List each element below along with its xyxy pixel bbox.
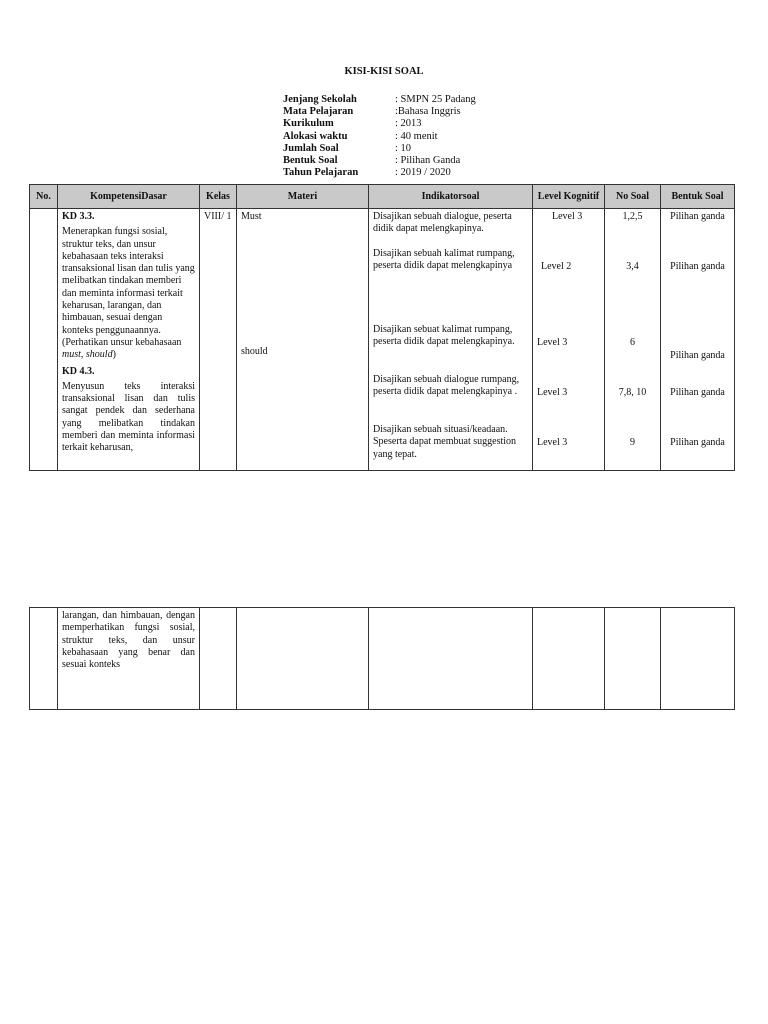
meta-value: :Bahasa Inggris bbox=[395, 106, 461, 118]
kd-heading: KD 3.3. bbox=[62, 211, 95, 222]
cell-indikator bbox=[369, 608, 533, 710]
meta-row bbox=[283, 167, 476, 179]
header-no: No. bbox=[30, 185, 58, 209]
kisi-table-page2 bbox=[29, 607, 735, 710]
level-item: Level 3 bbox=[537, 337, 568, 348]
kd-italic: should bbox=[85, 349, 113, 361]
indikator-item: Disajikan sebuah kalimat rumpang, peserta didik dapat melengkapinya bbox=[373, 248, 515, 272]
nosoal-item: 9 bbox=[630, 437, 635, 448]
nosoal-item: 1,2,5 bbox=[622, 211, 643, 222]
cell-materi bbox=[237, 608, 369, 710]
meta-row bbox=[283, 106, 476, 118]
meta-value: : Pilihan Ganda bbox=[395, 155, 461, 167]
cell-bentuk-soal bbox=[661, 608, 735, 710]
meta-row bbox=[283, 94, 476, 106]
bentuk-item: Pilihan ganda bbox=[670, 261, 725, 272]
meta-label: Jumlah Soal bbox=[283, 142, 339, 154]
meta-label: Tahun Pelajaran bbox=[283, 167, 359, 179]
meta-value: : 40 menit bbox=[395, 130, 438, 142]
meta-label: Mata Pelajaran bbox=[283, 106, 354, 118]
kd-text: ) bbox=[112, 349, 116, 361]
meta-label: Kurikulum bbox=[283, 118, 334, 130]
meta-value: : SMPN 25 Padang bbox=[395, 94, 476, 105]
meta-value: : 2019 / 2020 bbox=[395, 167, 451, 179]
cell-no bbox=[30, 608, 58, 710]
cell-level-kognitif bbox=[533, 209, 605, 471]
indikator-item: Disajikan sebuat kalimat rumpang, peserta didik dapat melengkapinya. bbox=[373, 324, 515, 348]
cell-kompetensi-dasar bbox=[58, 608, 200, 710]
meta-label: Alokasi waktu bbox=[283, 130, 348, 142]
header-bentuk-soal: Bentuk Soal bbox=[661, 185, 735, 209]
kd-heading: KD 4.3. bbox=[62, 365, 95, 377]
cell-materi bbox=[237, 209, 369, 471]
cell-bentuk-soal bbox=[661, 209, 735, 471]
header-kompetensi-dasar: KompetensiDasar bbox=[58, 185, 200, 209]
bentuk-item: Pilihan ganda bbox=[670, 387, 725, 398]
meta-value: : 10 bbox=[395, 142, 412, 154]
table-row bbox=[30, 608, 735, 710]
nosoal-list bbox=[609, 211, 656, 461]
meta-info bbox=[283, 94, 476, 179]
cell-indikator bbox=[369, 209, 533, 471]
bentuk-item: Pilihan ganda bbox=[670, 437, 725, 448]
indikator-item: Disajikan sebuah dialogue, peserta didik dapat melengkapinya. bbox=[373, 211, 512, 235]
meta-row bbox=[283, 143, 476, 155]
table-header-row bbox=[30, 185, 735, 209]
cell-level-kognitif bbox=[533, 608, 605, 710]
kd-italic: must bbox=[62, 349, 81, 361]
nosoal-item: 7,8, 10 bbox=[618, 387, 647, 398]
materi-item: should bbox=[241, 346, 268, 357]
nosoal-item: 6 bbox=[630, 337, 635, 348]
indikator-list bbox=[373, 211, 528, 461]
level-item: Level 3 bbox=[552, 211, 583, 222]
materi-list bbox=[241, 211, 364, 461]
level-item: Level 3 bbox=[537, 437, 568, 448]
level-item: Level 3 bbox=[537, 387, 568, 398]
bentuk-item: Pilihan ganda bbox=[670, 211, 725, 222]
header-indikator: Indikatorsoal bbox=[369, 185, 533, 209]
kd-description: Menyusun teks interaksi transaksional lisan dan tulis sangat pendek dan sederhana yang melibatkan tindakan memberi dan meminta informasi terkait keharusan, bbox=[62, 380, 195, 454]
header-kelas: Kelas bbox=[200, 185, 237, 209]
meta-label: Jenjang Sekolah bbox=[283, 94, 357, 105]
meta-value: : 2013 bbox=[395, 118, 422, 130]
kd-description: larangan, dan himbauan, dengan memperhatikan fungsi sosial, struktur teks, dan unsur kebahasaan yang benar dan sesuai konteks bbox=[62, 610, 195, 671]
cell-no bbox=[30, 209, 58, 471]
indikator-item: Disajikan sebuah situasi/keadaan. Speserta dapat membuat suggestion yang tepat. bbox=[373, 424, 517, 460]
level-item: Level 2 bbox=[541, 261, 572, 272]
cell-kelas: VIII/ 1 bbox=[200, 209, 237, 471]
document-title: KISI-KISI SOAL bbox=[344, 66, 424, 77]
kisi-table-page1 bbox=[29, 184, 735, 471]
header-materi: Materi bbox=[237, 185, 369, 209]
materi-item: Must bbox=[241, 211, 262, 222]
cell-kelas bbox=[200, 608, 237, 710]
bentuk-item: Pilihan ganda bbox=[670, 350, 725, 361]
indikator-item: Disajikan sebuah dialogue rumpang, peserta didik dapat melengkapinya . bbox=[373, 374, 520, 398]
cell-no-soal bbox=[605, 608, 661, 710]
kd-description bbox=[62, 226, 195, 361]
meta-row bbox=[283, 131, 476, 143]
kd-text: , bbox=[80, 349, 84, 361]
kd-text: Menerapkan fungsi sosial, struktur teks, dan unsur kebahasaan teks interaksi transaksional lisan dan tulis yang melibatkan tindakan memberi dan meminta informasi terkait keharusan, larangan, dan himbauan, sesuai dengan konteks penggunaannya. (Perhatikan unsur kebahasaan bbox=[62, 226, 195, 348]
header-level-kognitif: Level Kognitif bbox=[533, 185, 605, 209]
meta-row bbox=[283, 155, 476, 167]
cell-no-soal bbox=[605, 209, 661, 471]
meta-row bbox=[283, 118, 476, 130]
bentuk-list bbox=[665, 211, 730, 461]
level-list bbox=[537, 211, 600, 461]
table-row bbox=[30, 209, 735, 471]
meta-label: Bentuk Soal bbox=[283, 155, 338, 167]
cell-kompetensi-dasar bbox=[58, 209, 200, 471]
header-no-soal: No Soal bbox=[605, 185, 661, 209]
nosoal-item: 3,4 bbox=[626, 261, 639, 272]
